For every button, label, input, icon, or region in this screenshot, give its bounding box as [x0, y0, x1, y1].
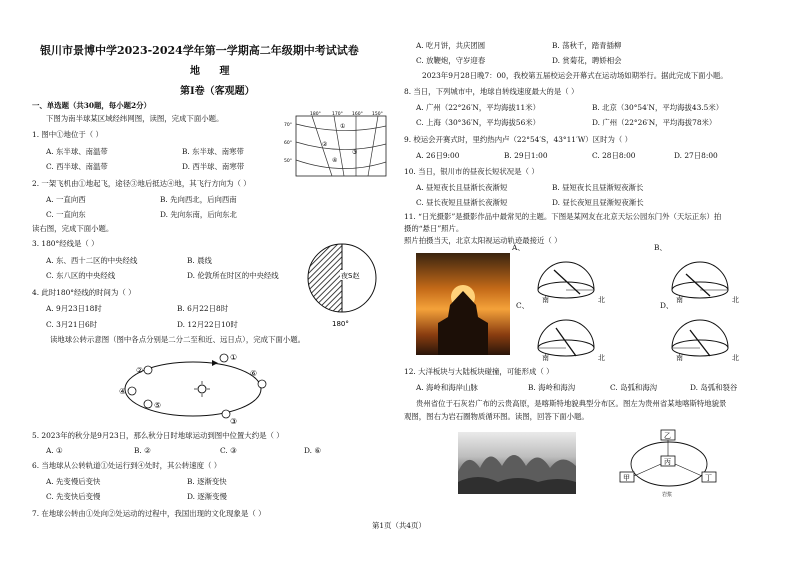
q8-option: D. 广州（22°26′N，平均海拔78米）	[592, 118, 717, 127]
lat-label: 50°	[284, 159, 292, 164]
option-label-b: B、	[654, 243, 667, 252]
q10-option: C. 昼长夜短且昼渐长夜渐短	[416, 198, 508, 207]
orbit-point: ⑥	[250, 369, 258, 378]
north-label: 北	[598, 354, 605, 362]
q4-option: D. 12月22日10时	[177, 320, 238, 329]
question-6: 6. 当地球从公转轨道①处运行到④处时，其公转速度（ ）	[32, 461, 222, 470]
q7-option: A. 吃月饼，共庆团圆	[416, 41, 486, 50]
question-12: 12. 大洋板块与大陆板块碰撞，可能形成（ ）	[404, 367, 554, 376]
intro-text: 观图，图右为岩石圈物质循环图。读图，回答下面小题。	[404, 412, 589, 421]
point-marker: ④	[332, 157, 338, 164]
lon-label: 170°	[332, 112, 343, 117]
q4-option: B. 6月22日8时	[177, 304, 229, 313]
karst-landscape-photo	[458, 432, 576, 494]
orbit-point: ②	[136, 366, 144, 375]
option-label-a: A、	[512, 243, 525, 252]
q3-option: A. 东、西十二区的中央经线	[46, 256, 138, 265]
q9-option: C. 28日8:00	[592, 151, 636, 160]
q1-option: D. 西半球、南寒带	[182, 162, 245, 171]
sun-path-diagrams	[514, 240, 764, 362]
question-2: 2. 一架飞机由①地起飞，途径③地后抵达④地，其飞行方向为（ ）	[32, 179, 251, 188]
q7-option: C. 放鞭炮，守岁迎春	[416, 56, 486, 65]
q3-option: D. 伦敦所在时区的中央经线	[187, 271, 279, 280]
page-footer: 第1页（共4页）	[372, 521, 426, 530]
q10-option: A. 昼短夜长且昼渐长夜渐短	[416, 183, 508, 192]
q1-option: A. 东半球、南温带	[46, 147, 108, 156]
question-3: 3. 180°经线是（ ）	[32, 239, 99, 248]
diagram-d	[672, 320, 739, 362]
right-column	[404, 0, 776, 561]
q10-option: D. 昼长夜短且昼渐短夜渐长	[552, 198, 644, 207]
question-1: 1. 图中①地位于（ ）	[32, 130, 103, 139]
left-column	[32, 0, 402, 561]
question-11: 11. “日光摄影”是摄影作品中最常见的主题。下图是某网友在北京天坛公园东门外（天坛正东）拍	[404, 212, 722, 221]
question-11-cont: 摄的“悬日”照片。	[404, 224, 464, 233]
q6-option: C. 先变快后变慢	[46, 492, 101, 501]
diagram-c	[538, 320, 605, 362]
q5-option: D. ⑥	[304, 446, 321, 455]
south-label: 南	[542, 354, 549, 362]
q2-option: B. 先向西北，后向西南	[160, 195, 237, 204]
north-label: 北	[732, 296, 739, 304]
point-marker: ②	[322, 141, 328, 148]
cycle-caption: 岩浆	[662, 492, 673, 498]
section-heading: 一、单选题（共30题，每小题2分）	[32, 101, 151, 110]
question-4: 4. 此时180°经线的时间为（ ）	[32, 288, 136, 297]
intro-text: 贵州省位于石灰岩广布的云贵高原，是喀斯特地貌典型分布区。图左为贵州省某地喀斯特地貌景	[416, 399, 727, 408]
q1-option: B. 东半球、南寒带	[182, 147, 244, 156]
option-label-c: C、	[516, 301, 530, 310]
q12-option: A. 海岭和海岸山脉	[416, 383, 478, 392]
lon-label: 180°	[332, 320, 349, 328]
q5-option: A. ①	[46, 446, 63, 455]
option-label-d: D、	[660, 301, 674, 310]
q12-option: D. 岛弧和裂谷	[690, 383, 738, 392]
lon-label: 180°	[310, 112, 321, 117]
latlong-grid-figure	[282, 110, 392, 178]
cycle-node: 丙	[664, 458, 671, 466]
south-label: 南	[676, 296, 683, 304]
q9-option: A. 26日9:00	[416, 151, 460, 160]
diagram-a	[538, 262, 605, 304]
question-7: 7. 在地球公转由①处向②处运动的过程中，我国出现的文化现象是（ ）	[32, 509, 266, 518]
intro-text: 2023年9月28日晚7：00，我校第五届校运会开幕式在运动场如期举行。据此完成下面小题。	[422, 71, 728, 80]
q3-option: B. 晨线	[187, 256, 212, 265]
q4-option: C. 3月21日6时	[46, 320, 98, 329]
q8-option: A. 广州（22°26′N，平均海拔11米）	[416, 103, 540, 112]
question-8: 8. 当日，下列城市中，地球自转线速度最大的是（ ）	[404, 87, 579, 96]
q5-option: B. ②	[134, 446, 151, 455]
point-marker: ③	[352, 149, 358, 156]
q12-option: C. 岛弧和海沟	[610, 383, 658, 392]
cycle-node: 乙	[664, 432, 671, 440]
night-label: 夜S赵	[341, 272, 360, 280]
lon-label: 150°	[372, 112, 383, 117]
q2-option: D. 先向东南，后向东北	[160, 210, 237, 219]
globe-daynight-figure	[304, 232, 382, 332]
cycle-node: 丁	[705, 474, 712, 482]
q8-option: C. 上海（30°36′N，平均海拔56米）	[416, 118, 541, 127]
south-label: 南	[676, 354, 683, 362]
sunset-photo	[416, 253, 510, 355]
intro-text: 读地球公转示意图（图中各点分别是二分二至和近、远日点），完成下面小题。	[50, 335, 305, 344]
lat-label: 70°	[284, 123, 292, 128]
orbit-point: ③	[230, 417, 238, 426]
q6-option: D. 逐渐变慢	[187, 492, 227, 501]
subject-title: 地 理	[190, 66, 238, 77]
question-10: 10. 当日，银川市的昼夜长短状况是（ ）	[404, 167, 539, 176]
q4-option: A. 9月23日18时	[46, 304, 102, 313]
point-marker: ①	[340, 123, 346, 130]
rock-cycle-diagram	[614, 428, 724, 500]
q6-option: A. 先变慢后变快	[46, 477, 101, 486]
q8-option: B. 北京（30°54′N，平均海拔43.5米）	[592, 103, 724, 112]
lon-label: 160°	[352, 112, 363, 117]
intro-text: 下图为南半球某区域经纬网图，读图，完成下面小题。	[46, 114, 224, 123]
q10-option: B. 昼短夜长且昼渐短夜渐长	[552, 183, 644, 192]
question-9: 9. 校运会开赛式时，里约热内卢（22°54′S，43°11′W）区时为（ ）	[404, 135, 632, 144]
orbit-point: ①	[230, 353, 238, 362]
part-title: 第Ⅰ卷（客观题）	[180, 86, 255, 97]
orbit-point: ④	[119, 387, 127, 396]
lat-label: 60°	[284, 141, 292, 146]
q3-option: C. 东八区的中央经线	[46, 271, 116, 280]
q1-option: C. 西半球、南温带	[46, 162, 108, 171]
q7-option: B. 荡秋千，踏青插柳	[552, 41, 622, 50]
diagram-b	[672, 262, 739, 304]
exam-title: 银川市景博中学2023-2024学年第一学期高二年级期中考试试卷	[40, 44, 359, 57]
q9-option: D. 27日8:00	[674, 151, 718, 160]
q6-option: B. 逐渐变快	[187, 477, 227, 486]
question-5: 5. 2023年的秋分是9月23日，那么秋分日时地球运动到图中位置大约是（ ）	[32, 431, 284, 440]
revolution-orbit-figure	[118, 346, 268, 428]
south-label: 南	[542, 296, 549, 304]
cycle-node: 甲	[623, 474, 630, 482]
question-11-cont: 照片拍摄当天，北京太阳视运动轨迹最接近（ ）	[404, 236, 562, 245]
orbit-point: ⑤	[154, 401, 162, 410]
q2-option: A. 一直向西	[46, 195, 86, 204]
q12-option: B. 海岭和海沟	[528, 383, 576, 392]
intro-text: 读右图，完成下面小题。	[32, 224, 114, 233]
north-label: 北	[732, 354, 739, 362]
q5-option: C. ③	[220, 446, 237, 455]
north-label: 北	[598, 296, 605, 304]
q2-option: C. 一直向东	[46, 210, 86, 219]
q9-option: B. 29日1:00	[504, 151, 548, 160]
q7-option: D. 赏菊花，聘娇相会	[552, 56, 622, 65]
